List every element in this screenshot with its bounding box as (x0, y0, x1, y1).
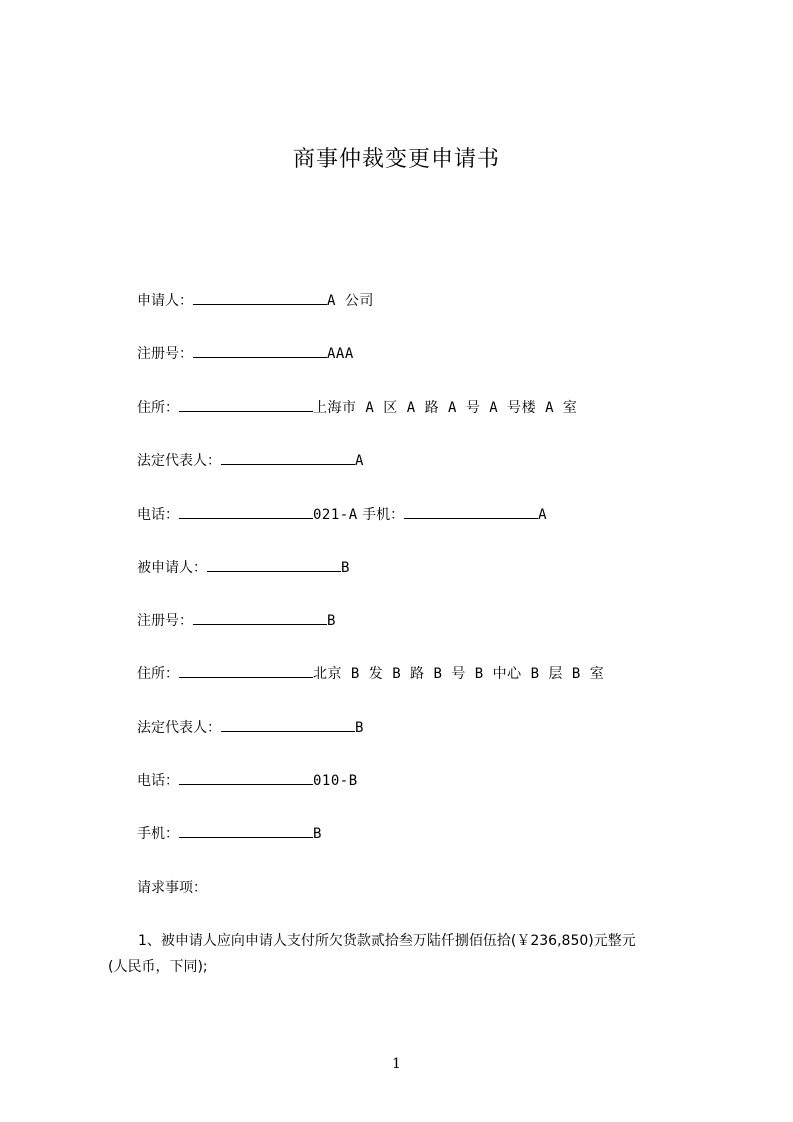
applicant-address-label: 住所： (137, 400, 179, 416)
applicant-rep-field (137, 452, 364, 470)
respondent-phone-blank (179, 772, 313, 785)
respondent-reg-label: 注册号： (137, 613, 193, 629)
respondent-rep-blank (221, 719, 355, 732)
page-number: 1 (392, 1056, 401, 1072)
applicant-address-value: 上海市 A 区 A 路 A 号 A 号楼 A 室 (313, 400, 578, 416)
applicant-mobile-label: 手机： (362, 507, 405, 523)
respondent-mobile-value: B (313, 826, 322, 842)
respondent-rep-value: B (355, 720, 364, 736)
respondent-address-value: 北京 B 发 B 路 B 号 B 中心 B 层 B 室 (313, 666, 605, 682)
respondent-rep-label: 法定代表人： (137, 720, 221, 736)
respondent-phone-label: 电话： (137, 773, 179, 789)
respondent-address-field (137, 665, 604, 683)
claim-item-1-line-2: (人民币，下同); (108, 959, 208, 975)
claim-item-1-line-1: 1、被申请人应向申请人支付所欠货款贰拾叁万陆仟捌佰伍拾(￥236,850)元整元 (138, 933, 636, 949)
respondent-phone-field (137, 772, 358, 790)
applicant-address-blank (179, 399, 313, 412)
respondent-name-value: B (341, 560, 350, 576)
respondent-name-field (137, 559, 350, 577)
claims-heading: 请求事项： (137, 880, 207, 896)
applicant-phone-field (137, 506, 547, 524)
page-title: 商事仲裁变更申请书 (292, 147, 500, 172)
respondent-mobile-label: 手机： (137, 826, 179, 842)
respondent-reg-blank (193, 612, 327, 625)
applicant-name-field (137, 292, 374, 310)
respondent-address-blank (179, 665, 313, 678)
respondent-phone-value: 010-B (313, 773, 358, 789)
respondent-rep-field (137, 719, 364, 737)
claim-item-1 (108, 928, 708, 980)
respondent-mobile-field (137, 825, 322, 843)
applicant-phone-blank (179, 506, 313, 519)
applicant-rep-blank (221, 452, 355, 465)
respondent-reg-field (137, 612, 336, 630)
applicant-address-field (137, 399, 577, 417)
respondent-reg-value: B (327, 613, 336, 629)
respondent-name-blank (207, 559, 341, 572)
applicant-reg-value: AAA (327, 346, 354, 362)
respondent-address-label: 住所： (137, 666, 179, 682)
applicant-phone-value: 021-A (313, 507, 358, 523)
applicant-mobile-blank (404, 506, 538, 519)
applicant-name-label: 申请人： (137, 293, 193, 309)
applicant-name-blank (193, 292, 327, 305)
applicant-reg-field (137, 345, 354, 363)
applicant-rep-value: A (355, 453, 364, 469)
applicant-phone-label: 电话： (137, 507, 179, 523)
applicant-reg-label: 注册号： (137, 346, 193, 362)
respondent-name-label: 被申请人： (137, 560, 207, 576)
applicant-reg-blank (193, 345, 327, 358)
applicant-mobile-value: A (538, 507, 548, 523)
respondent-mobile-blank (179, 825, 313, 838)
applicant-name-value: A 公司 (327, 293, 374, 309)
applicant-rep-label: 法定代表人： (137, 453, 221, 469)
